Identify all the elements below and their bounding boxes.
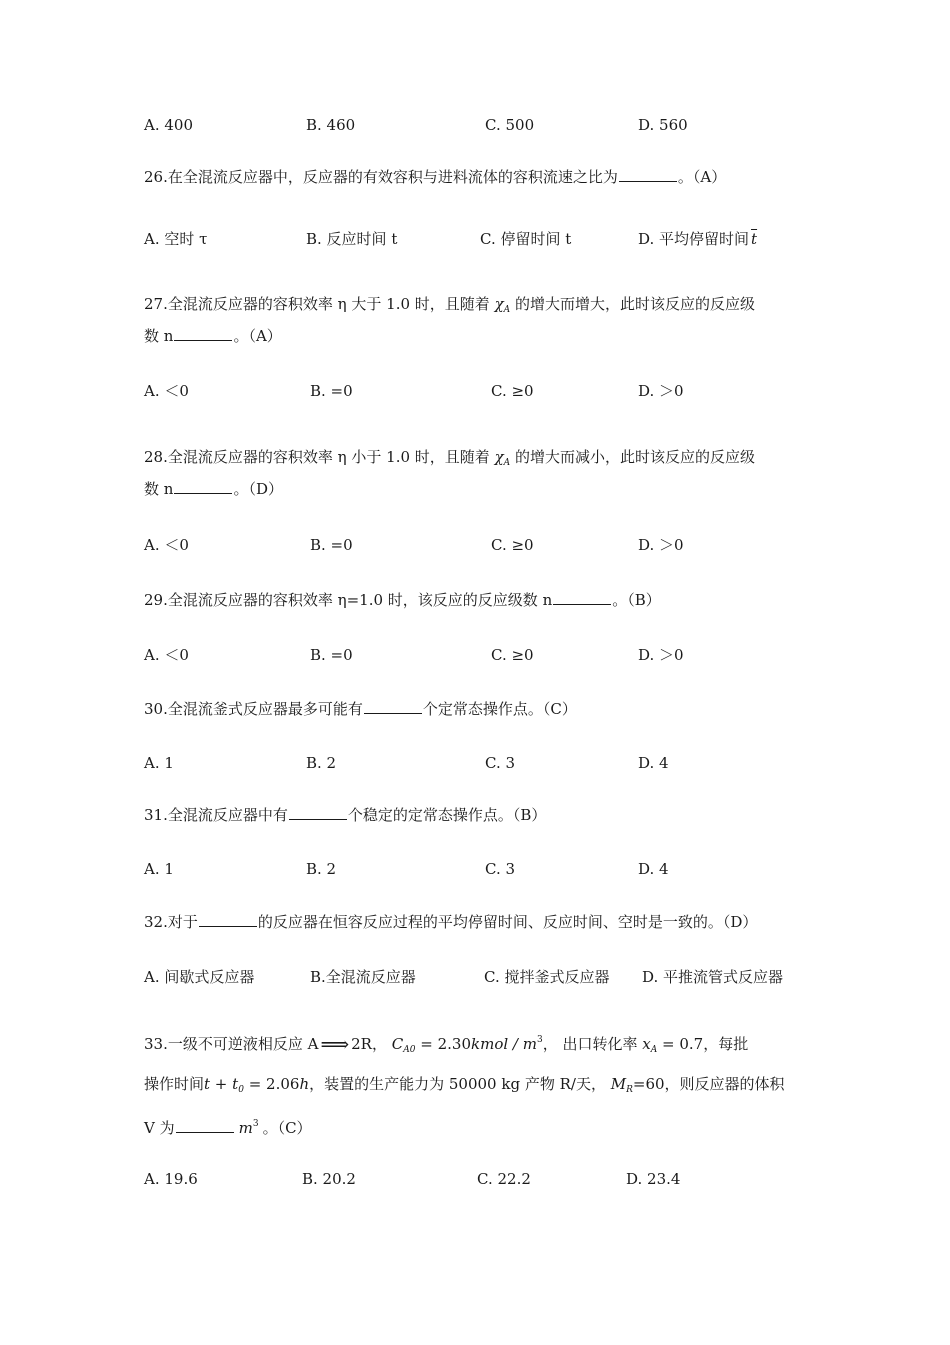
q28-answer: 。（D） bbox=[233, 480, 283, 498]
q32-option-b: B.全混流反应器 bbox=[310, 968, 416, 986]
q26-option-b: B. 反应时间 t bbox=[306, 230, 398, 248]
q27-stem-text-3: 数 n bbox=[144, 327, 174, 345]
q29-stem-text: 29.全混流反应器的容积效率 η=1.0 时，该反应的反应级数 n bbox=[144, 591, 553, 609]
q26-option-c: C. 停留时间 t bbox=[480, 230, 572, 248]
q25-option-a: A. 400 bbox=[144, 116, 193, 134]
q33-product: 2R， bbox=[351, 1035, 387, 1053]
q33-stem-text-2: ， 出口转化率 bbox=[542, 1035, 638, 1053]
q30-option-c: C. 3 bbox=[485, 754, 516, 772]
q25-option-b: B. 460 bbox=[306, 116, 356, 134]
q30-stem bbox=[144, 699, 577, 719]
q31-option-c: C. 3 bbox=[485, 860, 516, 878]
q33-option-a: A. 19.6 bbox=[144, 1170, 198, 1188]
q31-option-d: D. 4 bbox=[638, 860, 669, 878]
answer-blank bbox=[364, 699, 422, 714]
answer-blank bbox=[553, 590, 611, 605]
q30-stem-text: 30.全混流釜式反应器最多可能有 bbox=[144, 700, 363, 718]
time-value: = 2.06 bbox=[243, 1075, 300, 1093]
q27-option-c: C. ≥0 bbox=[491, 382, 534, 400]
cao-symbol: C bbox=[391, 1035, 404, 1053]
cao-value: = 2.30 bbox=[415, 1035, 471, 1053]
q29-option-d: D. ＞0 bbox=[638, 646, 684, 664]
q28-stem-text: 28.全混流反应器的容积效率 η 小于 1.0 时，且随着 bbox=[144, 448, 490, 466]
t-bar-symbol: $\overline{t}$ bbox=[751, 230, 758, 248]
q28-option-d: D. ＞0 bbox=[638, 536, 684, 554]
q33-stem-text-6: =60，则反应器的体积 bbox=[632, 1075, 785, 1093]
q28-stem-text-2: 的增大而减小，此时该反应的反应级 bbox=[514, 448, 755, 466]
chi-symbol: χ bbox=[494, 448, 504, 466]
q33-answer: 。（C） bbox=[262, 1119, 312, 1137]
q26-answer: 。（A） bbox=[677, 168, 727, 186]
answer-blank bbox=[174, 326, 232, 341]
q33-option-d: D. 23.4 bbox=[626, 1170, 681, 1188]
q27-stem-text: 27.全混流反应器的容积效率 η 大于 1.0 时，且随着 bbox=[144, 295, 490, 313]
q27-stem-text-2: 的增大而增大，此时该反应的反应级 bbox=[514, 295, 755, 313]
q33-option-c: C. 22.2 bbox=[477, 1170, 531, 1188]
q29-answer: 。（B） bbox=[612, 591, 661, 609]
answer-blank bbox=[199, 912, 257, 927]
q29-option-c: C. ≥0 bbox=[491, 646, 534, 664]
q31-option-b: B. 2 bbox=[306, 860, 337, 878]
q29-option-a: A. ＜0 bbox=[144, 646, 189, 664]
xa-value: = 0.7 bbox=[657, 1035, 704, 1053]
q31-stem bbox=[144, 805, 546, 825]
q32-option-c: C. 搅拌釜式反应器 bbox=[484, 968, 610, 986]
q29-option-b: B. =0 bbox=[310, 646, 353, 664]
q31-option-a: A. 1 bbox=[144, 860, 174, 878]
time-unit: h bbox=[299, 1075, 310, 1093]
q32-stem-text-2: 的反应器在恒容反应过程的平均停留时间、反应时间、空时是一致的。（D） bbox=[257, 913, 758, 931]
xa-subscript: A bbox=[650, 1045, 658, 1055]
answer-blank bbox=[619, 167, 677, 182]
q26-option-d bbox=[638, 229, 757, 249]
q33-stem-text-3: ，每批 bbox=[703, 1035, 749, 1053]
q30-stem-text-2: 个定常态操作点。（C） bbox=[422, 700, 577, 718]
q33-stem-text-7: V 为 bbox=[144, 1119, 175, 1137]
q32-option-a: A. 间歇式反应器 bbox=[144, 968, 255, 986]
q26-option-d-text: D. 平均停留时间 bbox=[638, 230, 750, 248]
q33-stem-text-5: ，装置的生产能力为 50000 kg 产物 R/天， bbox=[309, 1075, 606, 1093]
volume-unit-exponent: 3 bbox=[252, 1119, 259, 1129]
q33-stem-text: 33.一级不可逆液相反应 A bbox=[144, 1035, 319, 1053]
q33-stem-line3 bbox=[144, 1114, 312, 1138]
q28-option-b: B. =0 bbox=[310, 536, 353, 554]
answer-blank bbox=[174, 479, 232, 494]
q26-stem bbox=[144, 167, 726, 187]
answer-blank bbox=[289, 805, 347, 820]
q25-option-c: C. 500 bbox=[485, 116, 535, 134]
q31-stem-text: 31.全混流反应器中有 bbox=[144, 806, 288, 824]
q33-stem-text-4: 操作时间 bbox=[144, 1075, 205, 1093]
q28-stem-line2 bbox=[144, 479, 283, 499]
cao-subscript: A0 bbox=[403, 1045, 416, 1055]
cao-unit: kmol / m bbox=[471, 1035, 537, 1053]
q26-stem-text: 26.在全混流反应器中，反应器的有效容积与进料流体的容积流速之比为 bbox=[144, 168, 618, 186]
q29-stem bbox=[144, 590, 661, 610]
mr-symbol: M bbox=[610, 1075, 627, 1093]
q32-option-d: D. 平推流管式反应器 bbox=[642, 968, 784, 986]
q33-option-b: B. 20.2 bbox=[302, 1170, 356, 1188]
mr-subscript: R bbox=[626, 1085, 633, 1095]
q32-stem bbox=[144, 912, 757, 932]
q33-stem-line1 bbox=[144, 1030, 748, 1060]
q25-option-d: D. 560 bbox=[638, 116, 688, 134]
q27-option-a: A. ＜0 bbox=[144, 382, 189, 400]
chi-subscript: A bbox=[503, 458, 511, 468]
q28-option-c: C. ≥0 bbox=[491, 536, 534, 554]
reaction-arrow-icon: ⟹ bbox=[320, 1032, 350, 1056]
q32-stem-text: 32.对于 bbox=[144, 913, 198, 931]
q28-stem-text-3: 数 n bbox=[144, 480, 174, 498]
q27-option-b: B. =0 bbox=[310, 382, 353, 400]
cao-unit-exponent: 3 bbox=[536, 1035, 543, 1045]
xa-symbol: x bbox=[642, 1035, 651, 1053]
q28-option-a: A. ＜0 bbox=[144, 536, 189, 554]
time-subscript: 0 bbox=[238, 1085, 244, 1095]
time-symbol: t + t bbox=[204, 1075, 239, 1093]
q26-option-a: A. 空时 τ bbox=[144, 230, 208, 248]
q27-option-d: D. ＞0 bbox=[638, 382, 684, 400]
q30-option-a: A. 1 bbox=[144, 754, 174, 772]
q31-stem-text-2: 个稳定的定常态操作点。（B） bbox=[347, 806, 547, 824]
chi-subscript: A bbox=[503, 305, 511, 315]
q27-stem-line2 bbox=[144, 326, 282, 346]
q27-answer: 。（A） bbox=[233, 327, 282, 345]
chi-symbol: χ bbox=[494, 295, 504, 313]
q33-stem-line2 bbox=[144, 1074, 785, 1100]
q28-stem-line1 bbox=[144, 447, 755, 473]
q30-option-d: D. 4 bbox=[638, 754, 669, 772]
answer-blank bbox=[176, 1118, 234, 1133]
q30-option-b: B. 2 bbox=[306, 754, 337, 772]
q27-stem-line1 bbox=[144, 294, 755, 320]
volume-unit: m bbox=[238, 1119, 253, 1137]
